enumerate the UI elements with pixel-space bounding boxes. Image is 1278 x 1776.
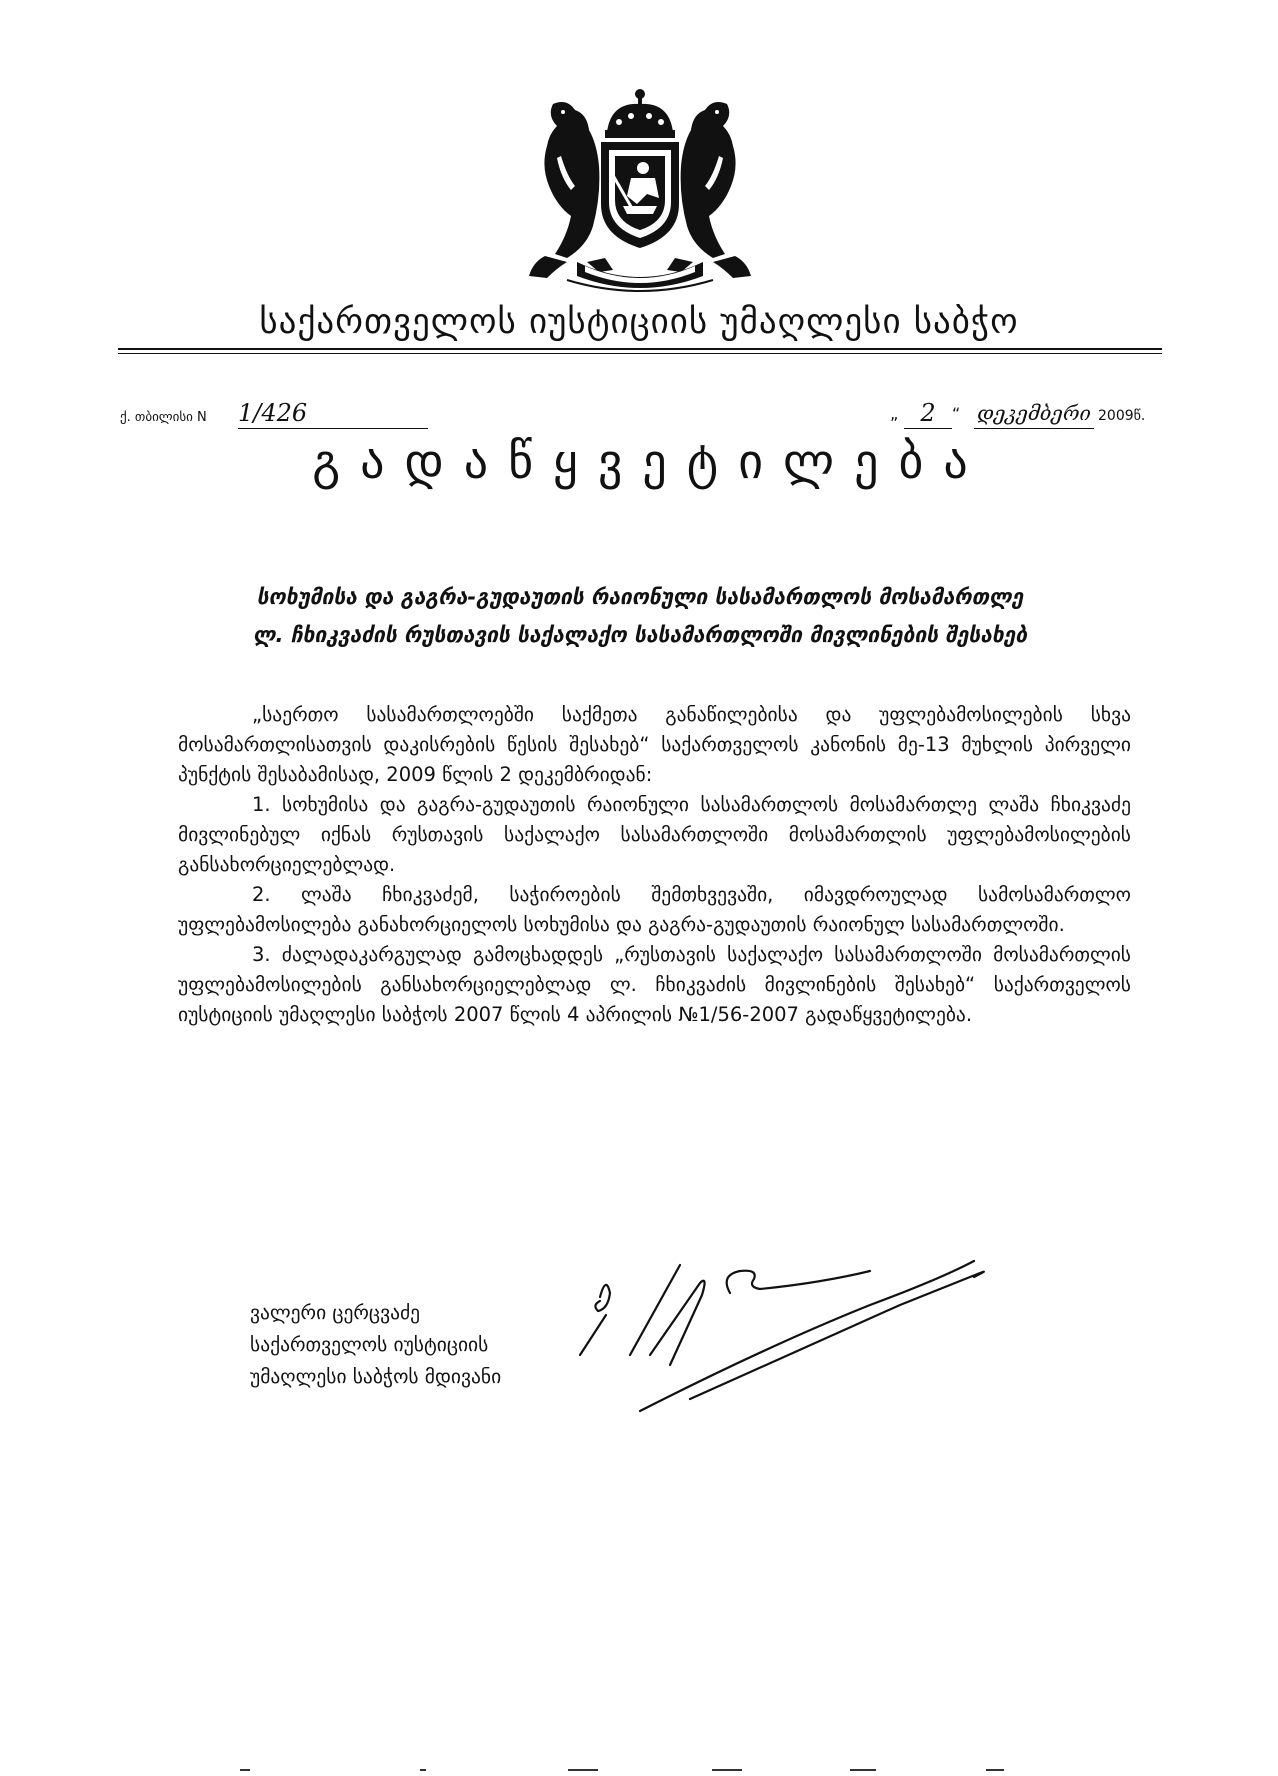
handwritten-signature-icon <box>570 1235 1010 1425</box>
header-rule <box>118 348 1162 350</box>
body-paragraph: 2. ლაშა ჩხიკვაძემ, საჭიროების შემთხვევაში, იმავდროულად სამოსამართლო უფლებამოსილება განახორციელოს სოხუმისა და გაგრა-გუდაუთის რაიონულ სასამართლოში. <box>178 883 1131 936</box>
document-body <box>178 700 1131 1030</box>
date-month: დეკემბერი <box>974 398 1094 429</box>
document-subject <box>150 578 1130 654</box>
document-date <box>890 398 1190 430</box>
signer-position: საქართველოს იუსტიციის <box>250 1333 489 1356</box>
subject-line: ლ. ჩხიკვაძის რუსთავის საქალაქო სასამართლოში მივლინების შესახებ <box>252 623 1028 647</box>
page-edge-marks <box>0 1764 1278 1776</box>
number-value: 1/426 <box>238 398 428 429</box>
document-type-title: გადაწყვეტილება <box>312 434 988 490</box>
organization-title: საქართველოს იუსტიციის უმაღლესი საბჭო <box>259 302 1019 342</box>
body-paragraph: 3. ძალადაკარგულად გამოცხადდეს „რუსთავის საქალაქო სასამართლოში მოსამართლის უფლებამოსილების განსახორციელებლად ლ. ჩხიკვაძის მივლინების შესახებ“ საქართველოს იუსტიციის უმაღლესი საბჭოს 2007 წლის 4 აპრილის №1/56-2007 გადაწყვეტილება. <box>178 943 1131 1026</box>
signer-name: ვალერი ცერცვაძე <box>250 1301 421 1324</box>
coat-of-arms-icon <box>527 86 753 296</box>
date-year: 2009წ. <box>1098 408 1146 424</box>
date-open-quote: „ <box>890 404 899 423</box>
header-rule-thin <box>118 353 1162 354</box>
document-number <box>120 398 680 430</box>
signer-block <box>250 1297 570 1393</box>
body-paragraph: 1. სოხუმისა და გაგრა-გუდაუთის რაიონული სასამართლოს მოსამართლე ლაშა ჩხიკვაძე მივლინებულ იქნას რუსთავის საქალაქო სასამართლოში მოსამართლის უფლებამოსილების განსახორციელებლად. <box>178 793 1131 876</box>
date-day: 2 <box>904 398 952 429</box>
signer-position: უმაღლესი საბჭოს მდივანი <box>250 1365 502 1388</box>
number-label: ქ. თბილისი N <box>120 410 207 425</box>
body-paragraph: „საერთო სასამართლოებში საქმეთა განაწილებისა და უფლებამოსილების სხვა მოსამართლისათვის დაკისრების წესის შესახებ“ საქართველოს კანონის მე-13 მუხლის პირველი პუნქტის შესაბამისად, 2009 წლის 2 დეკემბრიდან: <box>178 703 1131 786</box>
date-close-quote: “ <box>952 404 961 423</box>
subject-line: სოხუმისა და გაგრა-გუდაუთის რაიონული სასამართლოს მოსამართლე <box>256 585 1024 609</box>
